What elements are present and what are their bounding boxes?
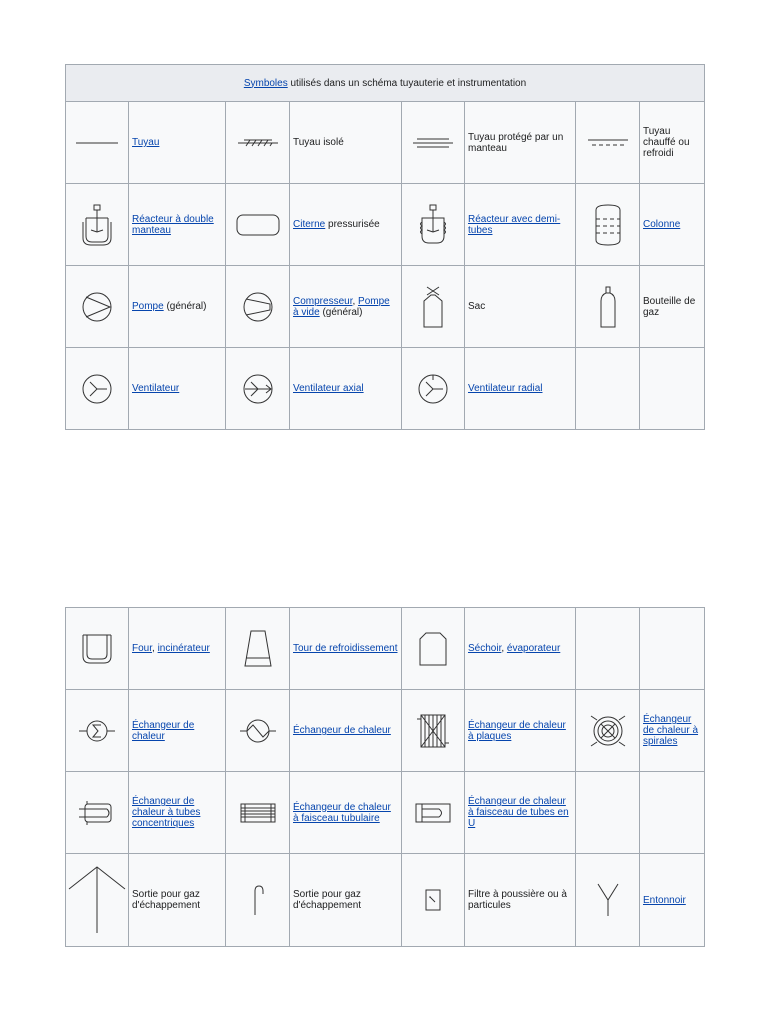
label-cell	[465, 102, 576, 184]
table-row	[66, 608, 705, 690]
symbol-link[interactable]: Échangeur de chaleur à spirales	[643, 714, 699, 747]
heat-exchanger-icon	[77, 716, 117, 746]
icon-cell	[576, 854, 640, 947]
symbol-link[interactable]: Échangeur de chaleur	[293, 725, 391, 736]
label-cell	[640, 772, 705, 854]
exhaust-hook-icon	[248, 883, 268, 917]
icon-cell	[402, 608, 465, 690]
icon-cell	[66, 348, 129, 430]
label-cell	[290, 348, 402, 430]
axial-fan-icon	[241, 372, 275, 406]
label-cell	[465, 854, 576, 947]
label-cell	[640, 102, 705, 184]
label-cell	[129, 690, 226, 772]
icon-cell	[226, 266, 290, 348]
icon-cell	[66, 772, 129, 854]
symbol-link[interactable]: Échangeur de chaleur à tubes concentriques	[132, 796, 201, 829]
symbol-label: ,	[501, 643, 507, 654]
icon-cell	[576, 348, 640, 430]
symbol-label: Tuyau isolé	[293, 137, 344, 148]
label-cell	[640, 184, 705, 266]
icon-cell	[576, 690, 640, 772]
label-cell	[290, 102, 402, 184]
dust-filter-icon	[423, 887, 443, 913]
icon-cell	[402, 102, 465, 184]
label-cell	[290, 184, 402, 266]
icon-cell	[226, 608, 290, 690]
icon-cell	[66, 102, 129, 184]
symbol-label: pressurisée	[325, 219, 380, 230]
icon-cell	[576, 184, 640, 266]
label-cell	[465, 690, 576, 772]
icon-cell	[576, 772, 640, 854]
symbol-link[interactable]: incinérateur	[157, 643, 210, 654]
icon-cell	[226, 348, 290, 430]
symbol-link[interactable]: Réacteur avec demi-tubes	[468, 213, 561, 236]
caption-link[interactable]: Symboles	[243, 77, 288, 89]
symbol-label: (général)	[163, 301, 207, 312]
label-cell	[290, 608, 402, 690]
symbols-table-2	[65, 607, 705, 947]
symbol-link[interactable]: Échangeur de chaleur	[132, 719, 195, 742]
label-cell	[129, 184, 226, 266]
icon-cell	[402, 184, 465, 266]
furnace-icon	[80, 632, 114, 666]
jacketed-pipe-icon	[411, 128, 455, 158]
symbol-link[interactable]: Colonne	[643, 219, 681, 230]
dryer-icon	[416, 630, 450, 668]
icon-cell	[402, 348, 465, 430]
symbol-label: Filtre à poussière ou à particules	[468, 889, 567, 911]
u-tube-exchanger-icon	[413, 800, 453, 826]
spiral-heat-exchanger-icon	[589, 712, 627, 750]
icon-cell	[402, 854, 465, 947]
half-tube-reactor-icon	[416, 202, 450, 248]
label-cell	[640, 854, 705, 947]
table-row	[66, 854, 705, 947]
symbol-link[interactable]: Ventilateur	[132, 383, 180, 394]
symbol-label: ,	[152, 643, 158, 654]
symbol-link[interactable]: Échangeur de chaleur à plaques	[468, 719, 566, 742]
heat-exchanger-alt-icon	[238, 716, 278, 746]
label-cell	[640, 266, 705, 348]
tube-bundle-exchanger-icon	[238, 800, 278, 826]
plate-heat-exchanger-icon	[416, 712, 450, 750]
table-row	[66, 266, 705, 348]
symbol-label: Sortie pour gaz d'échappement	[293, 889, 362, 911]
label-cell	[465, 772, 576, 854]
symbol-link[interactable]: Pompe à vide	[293, 295, 390, 318]
icon-cell	[402, 690, 465, 772]
symbol-label: Tuyau chauffé ou refroidi	[643, 126, 690, 159]
label-cell	[290, 772, 402, 854]
insulated-pipe-icon	[236, 128, 280, 158]
icon-cell	[226, 690, 290, 772]
pump-icon	[80, 290, 114, 324]
symbol-link[interactable]: Compresseur	[293, 295, 353, 307]
symbol-label: Sortie pour gaz d'échappement	[132, 889, 201, 911]
icon-cell	[576, 608, 640, 690]
label-cell	[129, 348, 226, 430]
exhaust-outlet-icon	[67, 865, 127, 935]
symbol-link[interactable]: Citerne	[293, 219, 326, 230]
symbol-label: (général)	[319, 306, 363, 318]
symbol-link[interactable]: Tour de refroidissement	[293, 643, 398, 654]
symbol-link[interactable]: Séchoir	[468, 643, 502, 654]
symbol-link[interactable]: Réacteur à double manteau	[132, 213, 214, 236]
concentric-tube-exchanger-icon	[77, 798, 117, 828]
icon-cell	[402, 772, 465, 854]
icon-cell	[576, 102, 640, 184]
label-cell	[640, 348, 705, 430]
icon-cell	[226, 854, 290, 947]
label-cell	[640, 608, 705, 690]
symbol-link[interactable]: Échangeur de chaleur à faisceau de tubes en U	[468, 796, 569, 829]
gas-bottle-icon	[597, 285, 619, 329]
pipe-icon	[75, 128, 119, 158]
symbol-link[interactable]: Ventilateur radial	[468, 383, 543, 394]
symbol-label: Bouteille de gaz	[643, 295, 696, 318]
symbol-link[interactable]: Entonnoir	[643, 894, 686, 906]
label-cell	[290, 266, 402, 348]
compressor-icon	[241, 290, 275, 324]
radial-fan-icon	[416, 372, 450, 406]
label-cell	[465, 608, 576, 690]
heated-pipe-icon	[586, 128, 630, 158]
symbol-link[interactable]: Pompe	[132, 301, 164, 312]
funnel-icon	[596, 882, 620, 918]
table-row	[66, 102, 705, 184]
table-row	[66, 772, 705, 854]
symbol-link[interactable]: Ventilateur axial	[293, 383, 364, 394]
jacketed-reactor-icon	[80, 202, 114, 248]
icon-cell	[402, 266, 465, 348]
symbol-link[interactable]: évaporateur	[506, 643, 561, 654]
table-row	[66, 184, 705, 266]
label-cell	[465, 348, 576, 430]
fan-icon	[80, 372, 114, 406]
icon-cell	[226, 772, 290, 854]
symbol-label: Sac	[468, 301, 486, 312]
symbol-label: ,	[352, 295, 359, 307]
table-row	[66, 348, 705, 430]
bag-icon	[420, 285, 446, 329]
icon-cell	[226, 184, 290, 266]
label-cell	[465, 184, 576, 266]
icon-cell	[576, 266, 640, 348]
label-cell	[129, 102, 226, 184]
label-cell	[290, 690, 402, 772]
icon-cell	[66, 608, 129, 690]
symbol-link[interactable]: Four	[132, 643, 153, 654]
label-cell	[129, 772, 226, 854]
caption-text: utilisés dans un schéma tuyauterie et instrumentation	[287, 77, 527, 89]
icon-cell	[226, 102, 290, 184]
icon-cell	[66, 184, 129, 266]
symbol-label: Tuyau protégé par un manteau	[468, 131, 564, 154]
symbols-table-1	[65, 64, 705, 430]
cooling-tower-icon	[241, 628, 275, 670]
pressurized-tank-icon	[235, 212, 281, 238]
symbol-link[interactable]: Échangeur de chaleur à faisceau tubulaire	[293, 801, 391, 824]
label-cell	[129, 608, 226, 690]
icon-cell	[66, 266, 129, 348]
label-cell	[640, 690, 705, 772]
icon-cell	[66, 854, 129, 947]
icon-cell	[66, 690, 129, 772]
label-cell	[290, 854, 402, 947]
column-icon	[591, 202, 625, 248]
table-caption	[66, 65, 705, 102]
symbol-link[interactable]: Tuyau	[132, 137, 160, 148]
label-cell	[129, 854, 226, 947]
label-cell	[465, 266, 576, 348]
label-cell	[129, 266, 226, 348]
table-row	[66, 690, 705, 772]
